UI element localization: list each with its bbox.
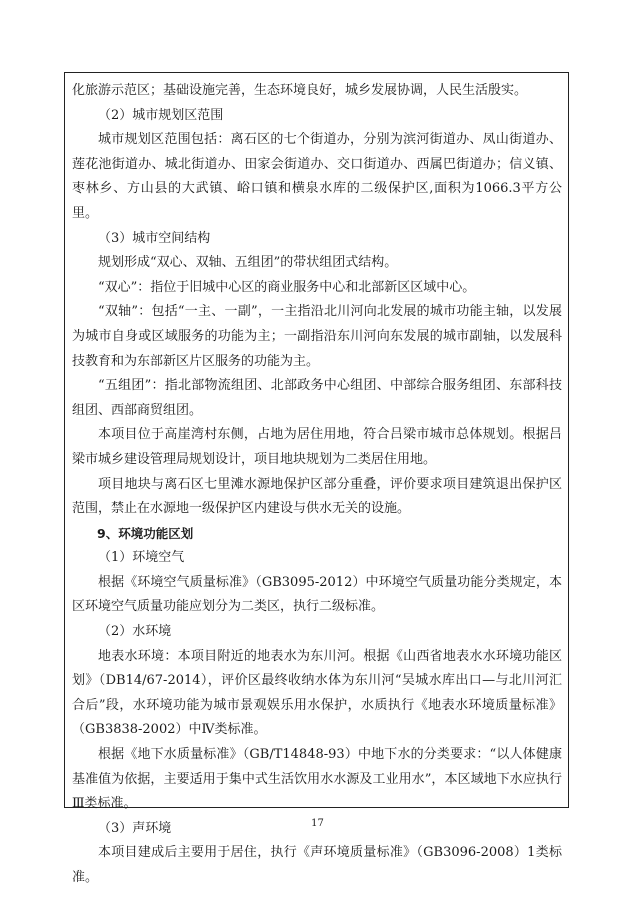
paragraph: 城市规划区范围包括：离石区的七个街道办，分别为滨河街道办、凤山街道办、莲花池街道办、城北街道办、田家会街道办、交口街道办、西属巴街道办；信义镇、枣林乡、方山县的大武镇、峪口镇和横泉水库的二级保护区,面积为1066.3平方公里。 [72, 132, 562, 221]
paragraph: “双轴”：包括“一主、一副”，一主指沿北川河向北发展的城市功能主轴，以发展为城市自身或区域服务的功能为主；一副指沿东川河向东发展的城市副轴，以发展科技教育和为东部新区片区服务的功能为主。 [72, 304, 562, 369]
paragraph: （2）城市规划区范围 [98, 107, 224, 123]
paragraph: “双心”：指位于旧城中心区的商业服务中心和北部新区区域中心。 [98, 279, 476, 295]
paragraph: 项目地块与离石区七里滩水源地保护区部分重叠，评价要求项目建筑退出保护区范围，禁止在水源地一级保护区内建设与供水无关的设施。 [72, 476, 562, 517]
paragraph: 本项目建成后主要用于居住，执行《声环境质量标准》（GB3096-2008）1类标准。 [72, 845, 562, 885]
paragraph: （1）环境空气 [98, 550, 185, 566]
paragraph: 规划形成“双心、双轴、五组团”的带状组团式结构。 [98, 255, 398, 271]
paragraph: （2）水环境 [98, 624, 172, 640]
paragraph: 地表水环境：本项目附近的地表水为东川河。根据《山西省地表水水环境功能区划》（DB14/67-2014），评价区最终收纳水体为东川河“吴城水库出口—与北川河汇合后”段，水环境功能为城市景观娱乐用水保护，水质执行《地表水环境质量标准》（GB3838-2002）中Ⅳ类标准。 [72, 648, 562, 738]
paragraph: （3）声环境 [98, 820, 172, 836]
paragraph: 本项目位于高崖湾村东侧，占地为居住用地，符合吕梁市城市总体规划。根据吕梁市城乡建设管理局规划设计，项目地块规划为二类居住用地。 [72, 427, 562, 467]
paragraph: 根据《环境空气质量标准》（GB3095-2012）中环境空气质量功能分类规定，本区环境空气质量功能应划分为二类区，执行二级标准。 [72, 574, 562, 615]
page-number: 17 [311, 818, 324, 829]
paragraph: （3）城市空间结构 [98, 230, 211, 246]
section-heading: 9、环境功能区划 [97, 525, 194, 541]
paragraph: “五组团”：指北部物流组团、北部政务中心组团、中部综合服务组团、东部科技组团、西部商贸组团。 [72, 378, 562, 418]
paragraph: 根据《地下水质量标准》（GB/T14848-93）中地下水的分类要求：“以人体健康基准值为依据，主要适用于集中式生活饮用水水源及工业用水”，本区域地下水应执行Ⅲ类标准。 [72, 747, 562, 812]
paragraph: 化旅游示范区；基础设施完善，生态环境良好，城乡发展协调，人民生活殷实。 [72, 83, 528, 98]
